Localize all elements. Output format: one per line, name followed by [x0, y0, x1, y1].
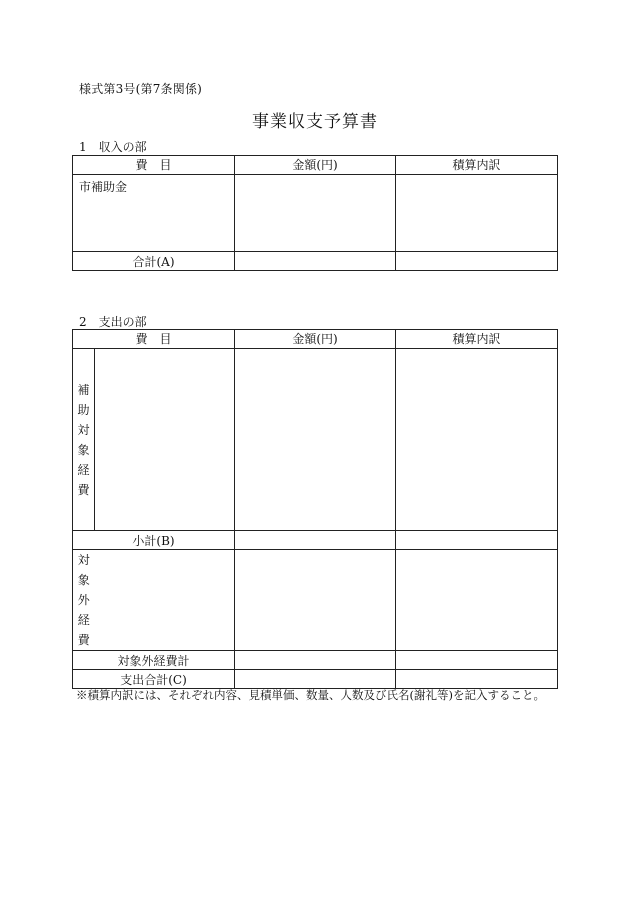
- covered-label-char: 経: [77, 462, 90, 477]
- footnote: ※積算内訳には、それぞれ内容、見積単価、数量、人数及び氏名(謝礼等)を記入すること。: [76, 688, 545, 702]
- income-total-label: 合計(A): [73, 252, 235, 271]
- grand-total-breakdown-cell[interactable]: [396, 670, 558, 689]
- uncovered-item-cell[interactable]: [95, 550, 235, 651]
- covered-expense-row: [73, 349, 558, 531]
- covered-label-char: 助: [77, 402, 90, 417]
- income-row: [73, 175, 558, 252]
- column-header-item: 費 目: [73, 330, 235, 349]
- income-table: [72, 155, 558, 271]
- covered-label-char: 象: [77, 442, 90, 457]
- uncovered-label-char: 対: [77, 553, 90, 567]
- covered-amount-cell[interactable]: [235, 349, 396, 531]
- income-header-row: [73, 156, 558, 175]
- column-header-amount: 金額(円): [235, 156, 396, 175]
- uncovered-label-char: 象: [77, 573, 90, 587]
- income-breakdown-cell[interactable]: [396, 175, 558, 252]
- uncovered-label-char: 経: [77, 613, 90, 627]
- grand-total-amount-cell[interactable]: [235, 670, 396, 689]
- income-total-row: [73, 252, 558, 271]
- expense-table: [72, 329, 558, 689]
- uncovered-total-breakdown-cell[interactable]: [396, 651, 558, 670]
- income-item-city-subsidy: 市補助金: [73, 175, 235, 252]
- uncovered-expense-row: [73, 550, 558, 651]
- uncovered-breakdown-cell[interactable]: [396, 550, 558, 651]
- uncovered-amount-cell[interactable]: [235, 550, 396, 651]
- covered-item-cell[interactable]: [95, 349, 235, 531]
- document-title: 事業収支予算書: [252, 112, 378, 132]
- covered-label-char: 費: [77, 482, 90, 497]
- expense-header-row: [73, 330, 558, 349]
- column-header-breakdown: 積算内訳: [396, 330, 558, 349]
- expense-section-heading: 2 支出の部: [79, 315, 147, 329]
- grand-total-label: 支出合計(C): [73, 670, 235, 689]
- income-total-breakdown-cell[interactable]: [396, 252, 558, 271]
- uncovered-total-row: [73, 651, 558, 670]
- uncovered-expense-label: [73, 550, 95, 651]
- column-header-breakdown: 積算内訳: [396, 156, 558, 175]
- uncovered-label-char: 外: [77, 593, 90, 607]
- form-number: 様式第3号(第7条関係): [79, 82, 203, 96]
- column-header-amount: 金額(円): [235, 330, 396, 349]
- uncovered-label-char: 費: [77, 633, 90, 647]
- uncovered-total-label: 対象外経費計: [73, 651, 235, 670]
- subtotal-breakdown-cell[interactable]: [396, 531, 558, 550]
- income-amount-cell[interactable]: [235, 175, 396, 252]
- covered-label-char: 対: [77, 422, 90, 437]
- subtotal-label: 小計(B): [73, 531, 235, 550]
- grand-total-row: [73, 670, 558, 689]
- uncovered-total-amount-cell[interactable]: [235, 651, 396, 670]
- income-total-amount-cell[interactable]: [235, 252, 396, 271]
- column-header-item: 費 目: [73, 156, 235, 175]
- subtotal-amount-cell[interactable]: [235, 531, 396, 550]
- subtotal-row: [73, 531, 558, 550]
- covered-expense-label: [73, 349, 95, 531]
- covered-breakdown-cell[interactable]: [396, 349, 558, 531]
- income-section-heading: 1 収入の部: [79, 140, 147, 154]
- covered-label-char: 補: [77, 382, 90, 397]
